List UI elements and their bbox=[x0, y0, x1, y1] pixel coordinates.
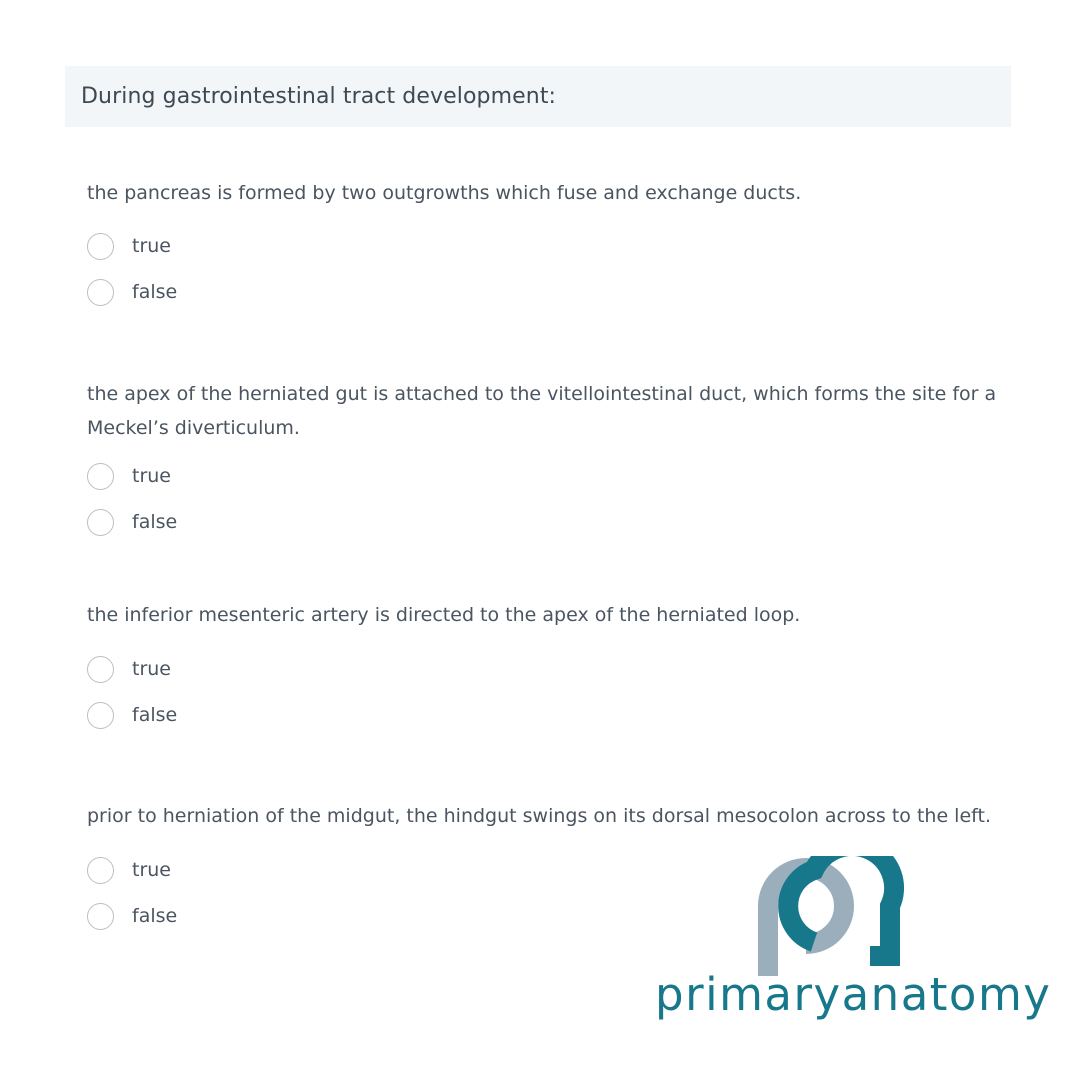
answer-options bbox=[87, 231, 1007, 307]
radio-button[interactable] bbox=[87, 702, 114, 729]
option-false[interactable] bbox=[87, 700, 1007, 730]
logo-wordmark: primaryanatomy bbox=[655, 968, 1052, 1021]
option-true[interactable] bbox=[87, 231, 1007, 261]
option-label: true bbox=[132, 859, 171, 881]
option-label: true bbox=[132, 658, 171, 680]
radio-button[interactable] bbox=[87, 509, 114, 536]
primaryanatomy-logo bbox=[650, 850, 1052, 1030]
quiz-header bbox=[65, 66, 1011, 127]
question-text: the pancreas is formed by two outgrowths which fuse and exchange ducts. bbox=[87, 182, 802, 204]
option-true[interactable] bbox=[87, 654, 1007, 684]
option-label: false bbox=[132, 704, 178, 726]
radio-button[interactable] bbox=[87, 656, 114, 683]
question-text: prior to herniation of the midgut, the hindgut swings on its dorsal mesocolon across to the left. bbox=[87, 805, 991, 827]
option-label: false bbox=[132, 511, 178, 533]
logo-mark-icon bbox=[750, 856, 910, 978]
option-false[interactable] bbox=[87, 277, 1007, 307]
question-text: the apex of the herniated gut is attached to the vitellointestinal duct, which forms the site for a Meckel’s diverticulum. bbox=[87, 383, 997, 439]
option-false[interactable] bbox=[87, 507, 1007, 537]
question-3 bbox=[87, 598, 1007, 746]
option-label: true bbox=[132, 235, 171, 257]
radio-button[interactable] bbox=[87, 857, 114, 884]
option-true[interactable] bbox=[87, 461, 1007, 491]
radio-button[interactable] bbox=[87, 279, 114, 306]
question-text: the inferior mesenteric artery is directed to the apex of the herniated loop. bbox=[87, 604, 801, 626]
question-1 bbox=[87, 176, 1007, 323]
answer-options bbox=[87, 461, 1007, 537]
option-label: false bbox=[132, 905, 178, 927]
question-2 bbox=[87, 377, 1007, 553]
answer-options bbox=[87, 654, 1007, 730]
radio-button[interactable] bbox=[87, 233, 114, 260]
option-label: true bbox=[132, 465, 171, 487]
quiz-title: During gastrointestinal tract development: bbox=[81, 84, 557, 109]
option-label: false bbox=[132, 281, 178, 303]
radio-button[interactable] bbox=[87, 903, 114, 930]
radio-button[interactable] bbox=[87, 463, 114, 490]
